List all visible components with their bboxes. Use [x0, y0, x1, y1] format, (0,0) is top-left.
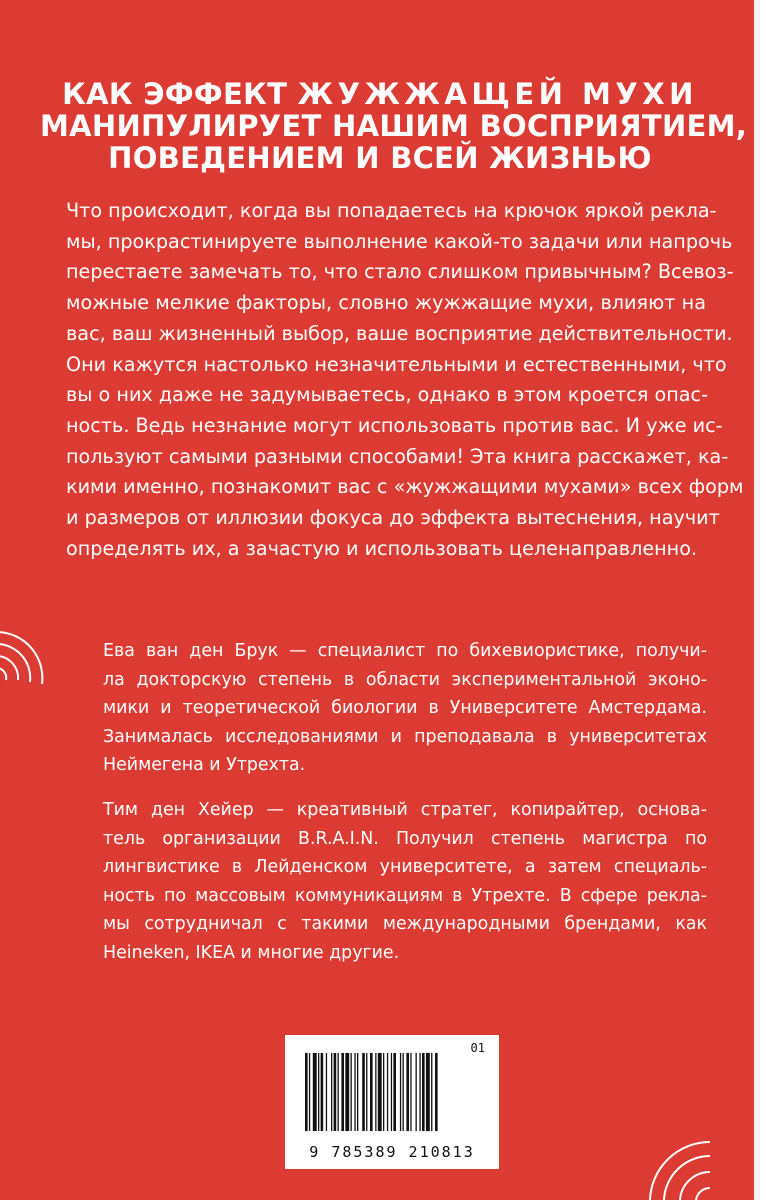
barcode-bar	[309, 1053, 310, 1131]
barcode-bar	[345, 1053, 349, 1131]
bio-line: ла докторскую степень в области экспериментальной эконо-	[103, 669, 707, 690]
barcode-bar	[313, 1053, 317, 1131]
bio-line: Тим ден Хейер — креативный стратег, копирайтер, основа-	[103, 800, 707, 820]
headline-line-1b: ЖУЖЖАЩЕЙ МУХИ	[297, 77, 698, 111]
bio-line: мы сотрудничал с такими международными брендами, как	[103, 914, 707, 935]
author-1-bio	[103, 637, 707, 780]
barcode-bar	[351, 1053, 352, 1131]
bio-line: ность по массовым коммуникациям в Утрехте. В сфере рекла-	[103, 885, 707, 906]
barcode-bar	[357, 1053, 358, 1131]
barcode-addon: 01	[470, 1041, 485, 1055]
bio-line: Неймегена и Утрехта.	[103, 755, 306, 776]
signal-waves-icon	[648, 1118, 738, 1200]
description-line: ность. Ведь незнание могут использовать против вас. И уже ис-	[66, 413, 723, 437]
barcode-bar	[331, 1053, 332, 1131]
barcode-bar	[326, 1053, 327, 1131]
description-line: вас, ваш жизненный выбор, ваше восприятие действительности.	[66, 321, 733, 345]
barcode-bar	[362, 1053, 365, 1131]
bio-line: мики и теоретической биологии в Университете Амстердама.	[103, 698, 707, 719]
barcode-bar	[383, 1053, 384, 1131]
barcode	[285, 1035, 499, 1169]
headline-line-3: ПОВЕДЕНИЕМ И ВСЕЙ ЖИЗНЬЮ	[108, 141, 652, 175]
bio-line: тель организации B.R.A.I.N. Получил степень магистра по	[103, 828, 707, 849]
barcode-bars	[287, 1043, 493, 1143]
description-line: перестаете замечать то, что стало слишком привычным? Всевоз-	[66, 260, 734, 284]
barcode-bar	[406, 1053, 409, 1131]
description-line: кими именно, познакомит вас с «жужжащими мухами» всех форм	[66, 475, 744, 499]
description-line: пользуют самыми разными способами! Эта книга расскажет, ка-	[66, 444, 729, 468]
barcode-bar	[338, 1053, 339, 1131]
bio-line: Занималась исследованиями и преподавала в университетах	[103, 726, 707, 747]
author-2-bio	[103, 796, 707, 968]
description-line: определять их, а зачастую и использовать целенаправленно.	[66, 536, 698, 560]
barcode-bar	[410, 1053, 411, 1131]
description-line: и размеров от иллюзии фокуса до эффекта вытеснения, научит	[66, 506, 720, 530]
headline	[40, 77, 748, 175]
barcode-bar	[375, 1053, 376, 1131]
barcode-bar	[387, 1053, 388, 1131]
description-line: Что происходит, когда вы попадаетесь на крючок яркой рекла-	[66, 199, 717, 222]
barcode-bar	[416, 1053, 417, 1131]
barcode-bar	[366, 1053, 367, 1131]
headline-line-1	[40, 78, 720, 110]
barcode-bar	[391, 1053, 392, 1131]
headline-line-1a: КАК ЭФФЕКТ	[62, 77, 288, 111]
description-line: Они кажутся настолько незначительными и естественными, что	[66, 352, 727, 376]
barcode-bar	[403, 1053, 404, 1131]
bio-line: Ева ван ден Брук — специалист по бихевиористике, получи-	[103, 641, 707, 661]
page-edge	[754, 0, 760, 1200]
barcode-bar	[400, 1053, 401, 1131]
description-line: мы, прокрастинируете выполнение какой-то задачи или напрочь	[66, 229, 733, 253]
barcode-bar	[370, 1053, 373, 1131]
headline-line-2: МАНИПУЛИРУЕТ НАШИМ ВОСПРИЯТИЕМ,	[40, 109, 748, 143]
barcode-bar	[341, 1053, 344, 1131]
barcode-bar	[354, 1053, 355, 1131]
barcode-bar	[321, 1053, 324, 1131]
description-paragraph	[66, 196, 744, 564]
barcode-bar	[435, 1053, 438, 1131]
barcode-bar	[318, 1053, 319, 1131]
barcode-bar	[378, 1053, 382, 1131]
bio-line: Heineken, IKEA и многие другие.	[103, 942, 400, 963]
barcode-bar	[431, 1053, 432, 1131]
bio-line: лингвистике в Лейденском университете, а затем специаль-	[103, 857, 707, 878]
barcode-bar	[426, 1053, 430, 1131]
barcode-bar	[393, 1053, 396, 1131]
barcode-bar	[422, 1053, 425, 1131]
signal-waves-icon	[0, 628, 58, 718]
description-line: можные мелкие факторы, словно жужжащие мухи, влияют на	[66, 291, 706, 315]
barcode-bar	[305, 1053, 308, 1131]
barcode-bar	[419, 1053, 420, 1131]
barcode-number: 9 785389 210813	[309, 1143, 475, 1161]
barcode-bar	[334, 1053, 337, 1131]
description-line: вы о них даже не задумываетесь, однако в этом кроется опас-	[66, 383, 709, 407]
